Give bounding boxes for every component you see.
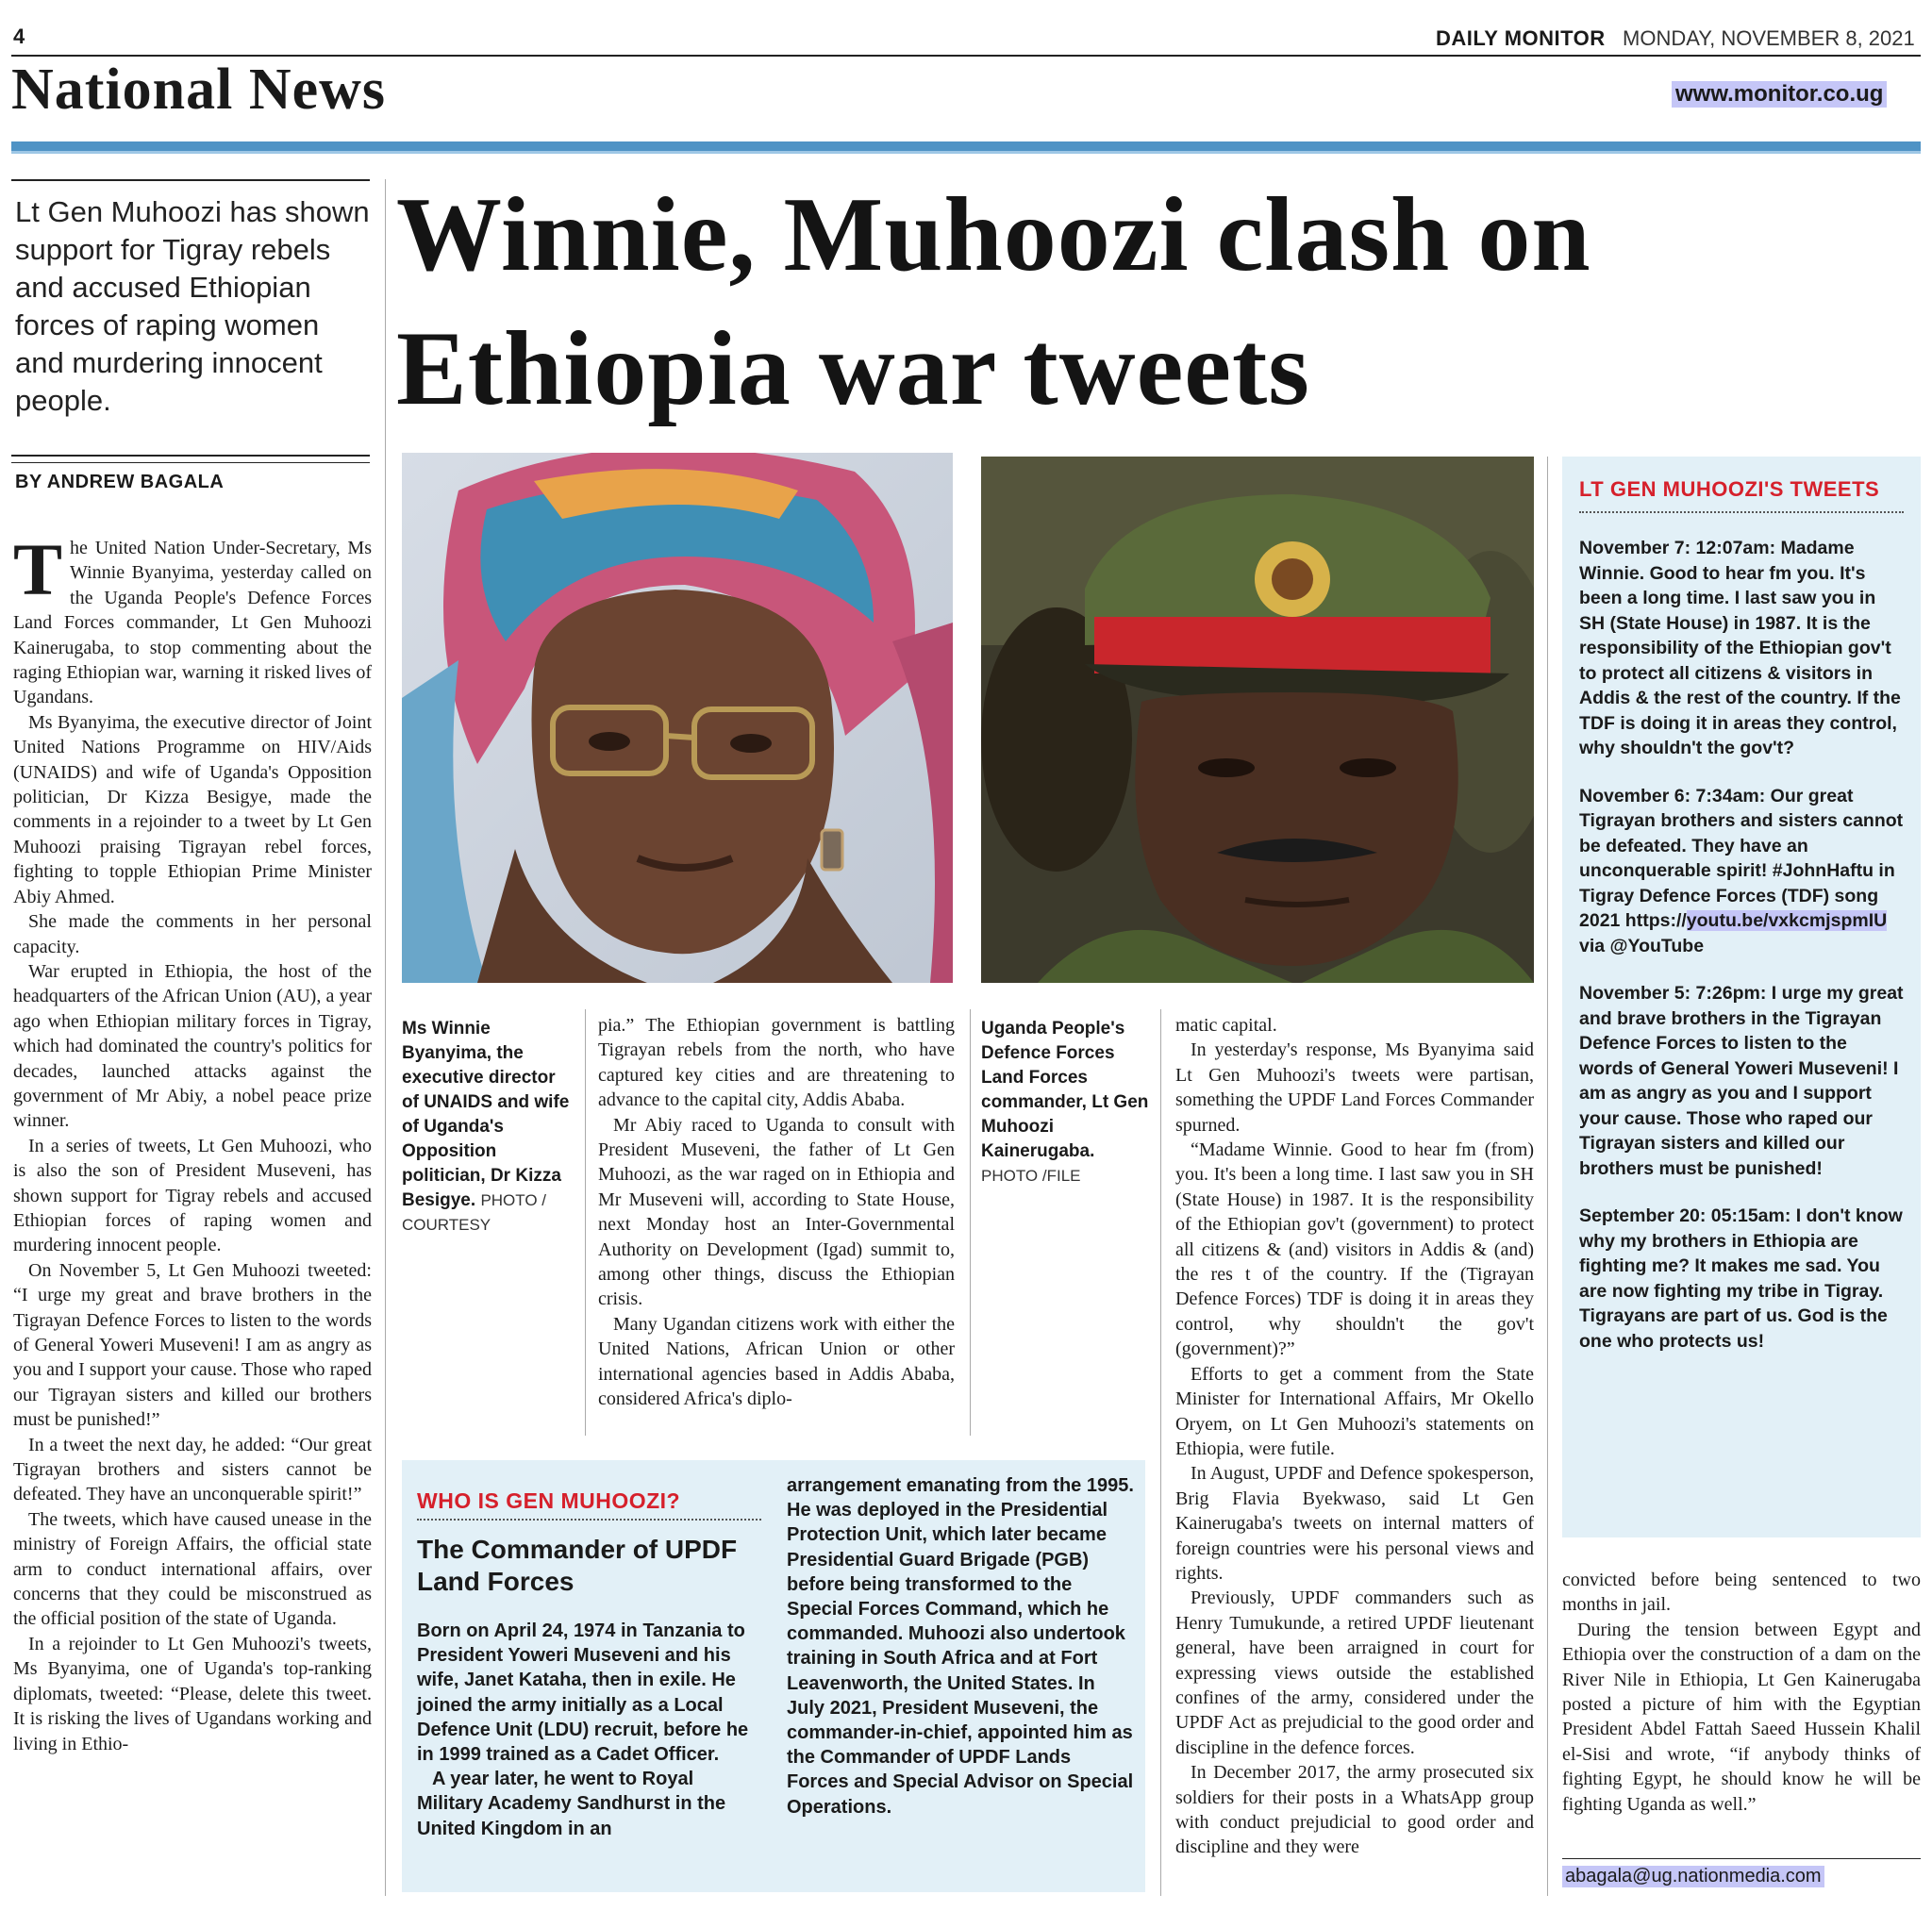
column-divider: [970, 1009, 971, 1436]
issue-date: MONDAY, NOVEMBER 8, 2021: [1623, 26, 1915, 50]
column-divider: [585, 1009, 586, 1436]
tweet-time: September 20: 05:15am:: [1579, 1205, 1791, 1226]
paragraph: convicted before being sentenced to two months in jail.: [1562, 1570, 1921, 1616]
column-divider: [385, 179, 386, 1896]
photo-winnie-byanyima: [402, 453, 953, 983]
tweet-text: Our great Tigrayan brothers and sisters cannot be defeated. They have an unconquerable spirit! #JohnHaftu in Tigray Defence Forces (TDF) song 2021 https://: [1579, 785, 1904, 931]
paragraph: In a tweet the next day, he added: “Our great Tigrayan brothers and sisters cannot be defeated. They have an unconquerable spirit!”: [13, 1434, 372, 1505]
tweet-item: [1579, 536, 1904, 761]
paper-name: DAILY MONITOR: [1436, 26, 1606, 50]
section-band: [11, 141, 1921, 151]
paragraph: In December 2017, the army prosecuted six soldiers for their posts in a WhatsApp group with conduct prejudicial to good order and discipline and they were: [1175, 1762, 1534, 1858]
photo-caption-winnie: [402, 1017, 572, 1238]
paragraph: matic capital.: [1175, 1015, 1277, 1036]
paragraph: pia.” The Ethiopian government is battling Tigrayan rebels from the north, who have captured key cities and are threatening to advance to the capital city, Addis Ababa.: [598, 1015, 955, 1111]
drop-cap: T: [13, 536, 63, 610]
tweet-item: [1579, 981, 1904, 1181]
sidebar-title: LT GEN MUHOOZI'S TWEETS: [1579, 477, 1880, 501]
tweet-item: [1579, 784, 1904, 959]
tweet-text: I don't know why my brothers in Ethiopia are fighting me? It makes me sad. You are now fighting my tribe in Tigray. Tigrayans are part of us. God is the one who protects us!: [1579, 1205, 1903, 1352]
paragraph: During the tension between Egypt and Ethiopia over the construction of a dam on the River Nile in Ethiopia, Lt Gen Kainerugaba posted a picture of him with the Egyptian President Abdel Fattah Saeed Hussein Khalil el-Sisi and wrote, “if anybody thinks of fighting Egypt, he should know he will be fighting Uganda as well.”: [1562, 1619, 1921, 1815]
website-link[interactable]: www.monitor.co.ug: [1672, 81, 1887, 108]
profile-box-column-1: [417, 1619, 762, 1841]
profile-box-column-2: [787, 1473, 1136, 1820]
headline: Winnie, Muhoozi clash on Ethiopia war tweets: [396, 176, 1591, 427]
article-column-4: [1562, 1568, 1921, 1851]
article-column-1: [13, 536, 372, 1894]
photo-muhoozi-kainerugaba: [981, 457, 1534, 983]
paragraph: On November 5, Lt Gen Muhoozi tweeted: “I urge my great and brave brothers in the Tigrayan Defence Forces to listen to the words of General Yoweri Museveni! I am as angry as you and I support your cause. Those who raped our Tigrayan sisters and killed our brothers must be punished!”: [13, 1259, 372, 1431]
section-band-light: [11, 151, 1921, 154]
section-title: National News: [11, 58, 387, 122]
paragraph: A year later, he went to Royal Military Academy Sandhurst in the United Kingdom in an: [417, 1769, 726, 1839]
paragraph: Born on April 24, 1974 in Tanzania to President Yoweri Museveni and his wife, Janet Kataha, then in exile. He joined the army initially as a Local Defence Unit (LDU) recruit, before he in 1999 trained as a Cadet Officer.: [417, 1621, 749, 1766]
paragraph: arrangement emanating from the 1995. He was deployed in the Presidential Protection Unit, which later became Presidential Guard Brigade (PGB) before being transformed to the Special Forces Command, which he commanded. Muhoozi also undertook training in South Africa and at Fort Leavenworth, the United States. In July 2021, President Museveni, the commander-in-chief, appointed him as the Commander of UPDF Lands Forces and Special Advisor on Special Operations.: [787, 1475, 1134, 1818]
photo-caption-muhoozi: [981, 1017, 1151, 1188]
tweet-text: Madame Winnie. Good to hear fm you. It's been a long time. I last saw you in SH (State House) in 1987. It is the responsibility of the Ethiopian gov't to protect all citizens & visitors in Addis & the rest of the country. If the TDF is doing it in areas they control, why shouldn't the gov't?: [1579, 538, 1901, 758]
caption-text: Uganda People's Defence Forces Land Forces commander, Lt Gen Muhoozi Kainerugaba.: [981, 1019, 1149, 1161]
paragraph: The tweets, which have caused unease in the ministry of Foreign Affairs, the official state arm to conduct international affairs, over concerns that they could be misconstrued as the official position of the state of Uganda.: [13, 1508, 372, 1630]
tweet-text: : I urge my great and brave brothers in the Tigrayan Defence Forces to listen to the words of General Yoweri Museveni! I am as angry as you and I support your cause. Those who raped our Tigrayan sisters and killed our brothers must be punished!: [1579, 983, 1904, 1179]
paragraph: She made the comments in her personal capacity.: [13, 911, 372, 957]
pull-quote-rule-top: [11, 179, 370, 181]
paragraph: Many Ugandan citizens work with either the United Nations, African Union or other international agencies based in Addis Ababa, considered Africa's diplo-: [598, 1313, 955, 1410]
profile-box-title: WHO IS GEN MUHOOZI?: [417, 1488, 681, 1513]
paragraph: Previously, UPDF commanders such as Henry Tumukunde, a retired UPDF lieutenant general, have been arraigned in court for expressing views outside the established confines of the army, considered under the UPDF Act as prejudicial to the good order and discipline in the defence forces.: [1175, 1587, 1534, 1758]
tweet-link[interactable]: youtu.be/vxkcmjspmIU: [1686, 910, 1888, 931]
pull-quote-rule-bottom: [11, 455, 370, 457]
column-divider: [1160, 1009, 1161, 1896]
profile-box-subtitle: The Commander of UPDF Land Forces: [417, 1535, 738, 1596]
article-column-2: [598, 1013, 955, 1439]
page-number: 4: [13, 25, 25, 48]
paragraph: Efforts to get a comment from the State Minister for International Affairs, Mr Okello Oryem, on Lt Gen Muhoozi's statements on Ethiopia, were futile.: [1175, 1363, 1534, 1459]
pull-quote: Lt Gen Muhoozi has shown support for Tigray rebels and accused Ethiopian forces of raping women and murdering innocent people.: [15, 195, 370, 417]
paragraph: he United Nation Under-Secretary, Ms Winnie Byanyima, yesterday called on the Uganda People's Defence Forces Land Forces commander, Lt Gen Muhoozi Kainerugaba, to stop commenting about the raging Ethiopian war, warning it risked lives of Ugandans.: [13, 538, 372, 708]
author-email-link[interactable]: abagala@ug.nationmedia.com: [1562, 1866, 1824, 1887]
photo-credit: PHOTO /FILE: [981, 1167, 1081, 1185]
paragraph: “Madame Winnie. Good to hear fm (from) you. It's been a long time. I last saw you in SH (State House) in 1987. It is the responsibility of the Ethiopian gov't (government) to protect all citizens & (and) visitors in Addis & (and) the res t of the country. If the (Tigrayan Defence Forces) TDF is doing it in areas they control, why shouldn't the gov't (government)?”: [1175, 1139, 1534, 1360]
column-divider: [1547, 457, 1548, 1896]
paragraph: Mr Abiy raced to Uganda to consult with President Museveni, the father of Lt Gen Muhoozi, as the war raged on in Ethiopia and Mr Museveni will, according to State House, next Monday host an Inter-Governmental Authority on Development (Igad) summit to, among other things, discuss the Ethiopian crisis.: [598, 1114, 955, 1310]
tweets-sidebar: [1562, 457, 1921, 1537]
tweet-time: November 5: 7:26pm: [1579, 983, 1760, 1004]
paragraph: Ms Byanyima, the executive director of Joint United Nations Programme on HIV/Aids (UNAIDS) and wife of Uganda's Opposition politician, Dr Kizza Besigye, made the comments in a rejoinder to a tweet by Lt Gen Muhoozi praising Tigrayan rebel forces, fighting to topple Ethiopian Prime Minister Abiy Ahmed.: [13, 711, 372, 907]
paragraph: In August, UPDF and Defence spokesperson, Brig Flavia Byekwaso, said Lt Gen Kainerugaba's tweets on internal matters of foreign countries were his personal views and rights.: [1175, 1463, 1534, 1584]
photo-credit: PHOTO / COURTESY: [402, 1191, 547, 1234]
byline: BY ANDREW BAGALA: [15, 472, 225, 492]
caption-text: Ms Winnie Byanyima, the executive director of UNAIDS and wife of Uganda's Opposition politician, Dr Kizza Besigye.: [402, 1019, 570, 1210]
pull-quote-rule-bottom-thin: [11, 462, 370, 463]
tweet-text-after: via @YouTube: [1579, 935, 1705, 956]
tweet-item: [1579, 1204, 1904, 1354]
email-rule: [1562, 1858, 1921, 1859]
tweet-time: November 6: 7:34am:: [1579, 785, 1766, 806]
tweet-time: November 7: 12:07am:: [1579, 538, 1776, 558]
profile-box-dotted-rule: [417, 1519, 761, 1521]
paragraph: War erupted in Ethiopia, the host of the headquarters of the African Union (AU), a year ago when Ethiopian military forces in Tigray, which had dominated the country's politics for decades, launched attacks against the government of Mr Abiy, a nobel peace prize winner.: [13, 960, 372, 1132]
sidebar-dotted-rule: [1579, 511, 1904, 513]
paragraph: In a rejoinder to Lt Gen Muhoozi's tweets, Ms Byanyima, one of Uganda's top-ranking diplomats, tweeted: “Please, delete this tweet. It is risking the lives of Ugandans working and living in Ethio-: [13, 1633, 372, 1754]
article-column-3: [1175, 1013, 1534, 1896]
paragraph: In yesterday's response, Ms Byanyima said Lt Gen Muhoozi's tweets were partisan, something the UPDF Land Forces Commander spurned.: [1175, 1039, 1534, 1136]
paragraph: In a series of tweets, Lt Gen Muhoozi, who is also the son of President Museveni, has shown support for Tigray rebels and accused Ethiopian forces of raping women and murdering innocent people.: [13, 1135, 372, 1256]
